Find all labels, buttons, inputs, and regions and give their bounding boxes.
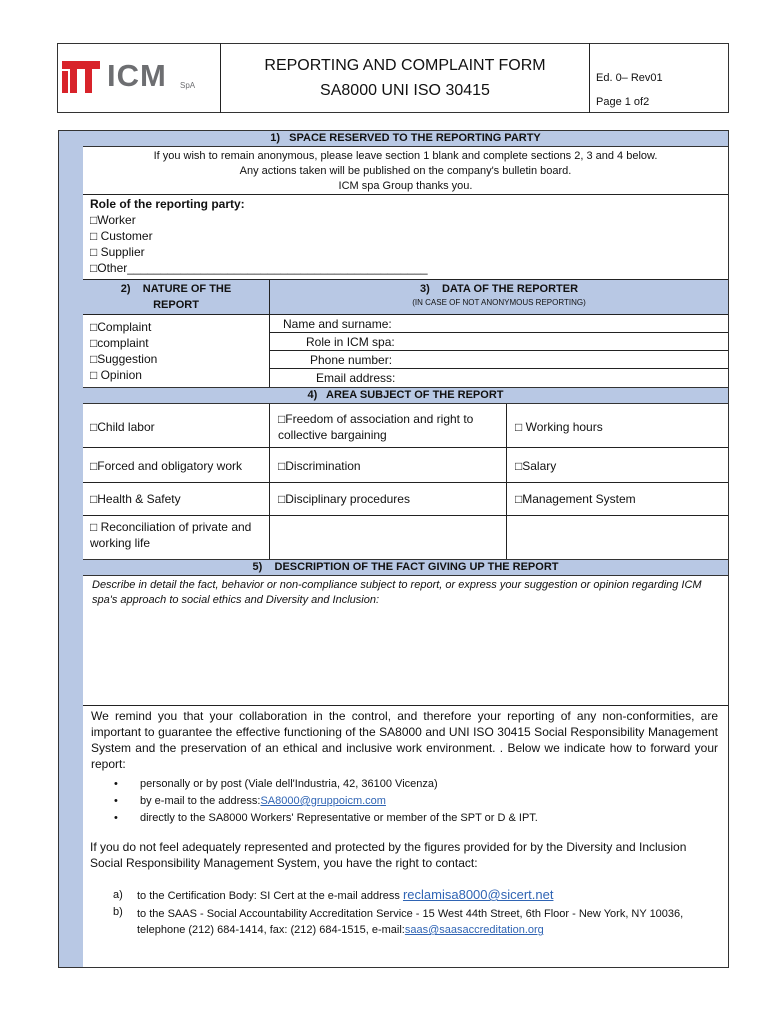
logo-text: ICM (107, 58, 167, 93)
description-textarea[interactable] (84, 610, 727, 705)
sicert-email-link[interactable]: reclamisa8000@sicert.net (402, 887, 554, 902)
section1-title: 1) SPACE RESERVED TO THE REPORTING PARTY (270, 132, 541, 144)
page-number: Page 1 of2 (596, 96, 650, 108)
forward-by-email: • by e-mail to the address:SA8000@gruppoicm.com (114, 793, 714, 810)
area-reconciliation-checkbox[interactable]: □ Reconciliation of private and working life (90, 520, 252, 550)
anonymity-note-3: ICM spa Group thanks you. (338, 180, 473, 192)
forward-by-post: • personally or by post (Viale dell'Industria, 42, 36100 Vicenza) (114, 776, 714, 793)
form-title: REPORTING AND COMPLAINT FORM (264, 57, 546, 74)
phone-field-label[interactable]: Phone number: (310, 353, 393, 367)
contact-certification-body: to the Certification Body: SI Cert at the e-mail address reclamisa8000@sicert.net (137, 887, 554, 902)
role-title: Role of the reporting party: (90, 197, 245, 211)
contact-b-label: b) (113, 906, 123, 918)
section5-instructions: Describe in detail the fact, behavior or non-compliance subject to report, or express your suggestion or opinion regarding ICM spa's approach to social ethics and Diversity and Inclusion: (92, 579, 702, 606)
area-discrimination-checkbox[interactable]: □Discrimination (278, 459, 361, 473)
section3-subtitle: (IN CASE OF NOT ANONYMOUS REPORTING) (412, 298, 586, 307)
area-child-labor-checkbox[interactable]: □Child labor (90, 420, 155, 434)
role-supplier-checkbox[interactable]: □ Supplier (90, 245, 145, 259)
sa8000-email-link[interactable]: SA8000@gruppoicm.com (260, 795, 386, 807)
area-forced-work-checkbox[interactable]: □Forced and obligatory work (90, 459, 242, 473)
name-field-label[interactable]: Name and surname: (283, 317, 392, 331)
saas-email-link[interactable]: saas@saasaccreditation.org (404, 924, 544, 936)
section2-title: 2) NATURE OF THE (120, 283, 232, 295)
contact-intro: If you do not feel adequately represented and protected by the figures provided for by the Diversity and Inclusion Social Responsibility Management System, you have the right to contact: (90, 840, 687, 870)
area-salary-checkbox[interactable]: □Salary (515, 459, 557, 473)
nature-complaint2-checkbox[interactable]: □complaint (90, 336, 149, 350)
section5-title: 5) DESCRIPTION OF THE FACT GIVING UP THE REPORT (252, 561, 559, 573)
section3-title: 3) DATA OF THE REPORTER (419, 283, 579, 295)
reminder-paragraph: We remind you that your collaboration in the control, and therefore your reporting of any non-conformities, are important to guarantee the effective functioning of the SA8000 and UNI ISO 30415 Social Responsibility Management System and the preservation of an ethical and inclusive work environment. . Below we indicate how to forward your report: (91, 709, 718, 771)
nature-suggestion-checkbox[interactable]: □Suggestion (90, 352, 158, 366)
nature-complaint-checkbox[interactable]: □Complaint (90, 320, 152, 334)
contact-a-label: a) (113, 889, 123, 901)
email-field-label[interactable]: Email address: (316, 371, 396, 385)
area-working-hours-checkbox[interactable]: □ Working hours (515, 420, 603, 434)
forward-methods-list (114, 776, 714, 827)
role-worker-checkbox[interactable]: □Worker (90, 213, 136, 227)
anonymity-note-2: Any actions taken will be published on the company's bulletin board. (239, 165, 572, 177)
role-field-label[interactable]: Role in ICM spa: (306, 335, 395, 349)
forward-directly: • directly to the SA8000 Workers' Representative or member of the SPT or D & IPT. (114, 810, 714, 827)
section2-title-2: REPORT (153, 299, 199, 311)
section4-title: 4) AREA SUBJECT OF THE REPORT (307, 389, 504, 401)
role-customer-checkbox[interactable]: □ Customer (90, 229, 153, 243)
nature-opinion-checkbox[interactable]: □ Opinion (90, 368, 142, 382)
area-health-safety-checkbox[interactable]: □Health & Safety (90, 492, 181, 506)
area-management-system-checkbox[interactable]: □Management System (515, 492, 636, 506)
logo-suffix: SpA (180, 81, 196, 90)
role-other-checkbox[interactable]: □Other_____________________________________________ (90, 261, 428, 275)
edition-label: Ed. 0– Rev01 (596, 72, 663, 84)
contact-saas: to the SAAS - Social Accountability Accreditation Service - 15 West 44th Street, 6th Floor - New York, NY 10036, telephone (212) 684-1414, fax: (212) 684-1515, e-mail:saas@saasaccreditation.org (137, 908, 684, 936)
form-standard: SA8000 UNI ISO 30415 (320, 82, 490, 99)
area-freedom-association-checkbox[interactable]: □Freedom of association and right to collective bargaining (278, 412, 474, 442)
area-disciplinary-checkbox[interactable]: □Disciplinary procedures (278, 492, 410, 506)
anonymity-note-1: If you wish to remain anonymous, please leave section 1 blank and complete sections 2, 3 and 4 below. (153, 150, 658, 162)
